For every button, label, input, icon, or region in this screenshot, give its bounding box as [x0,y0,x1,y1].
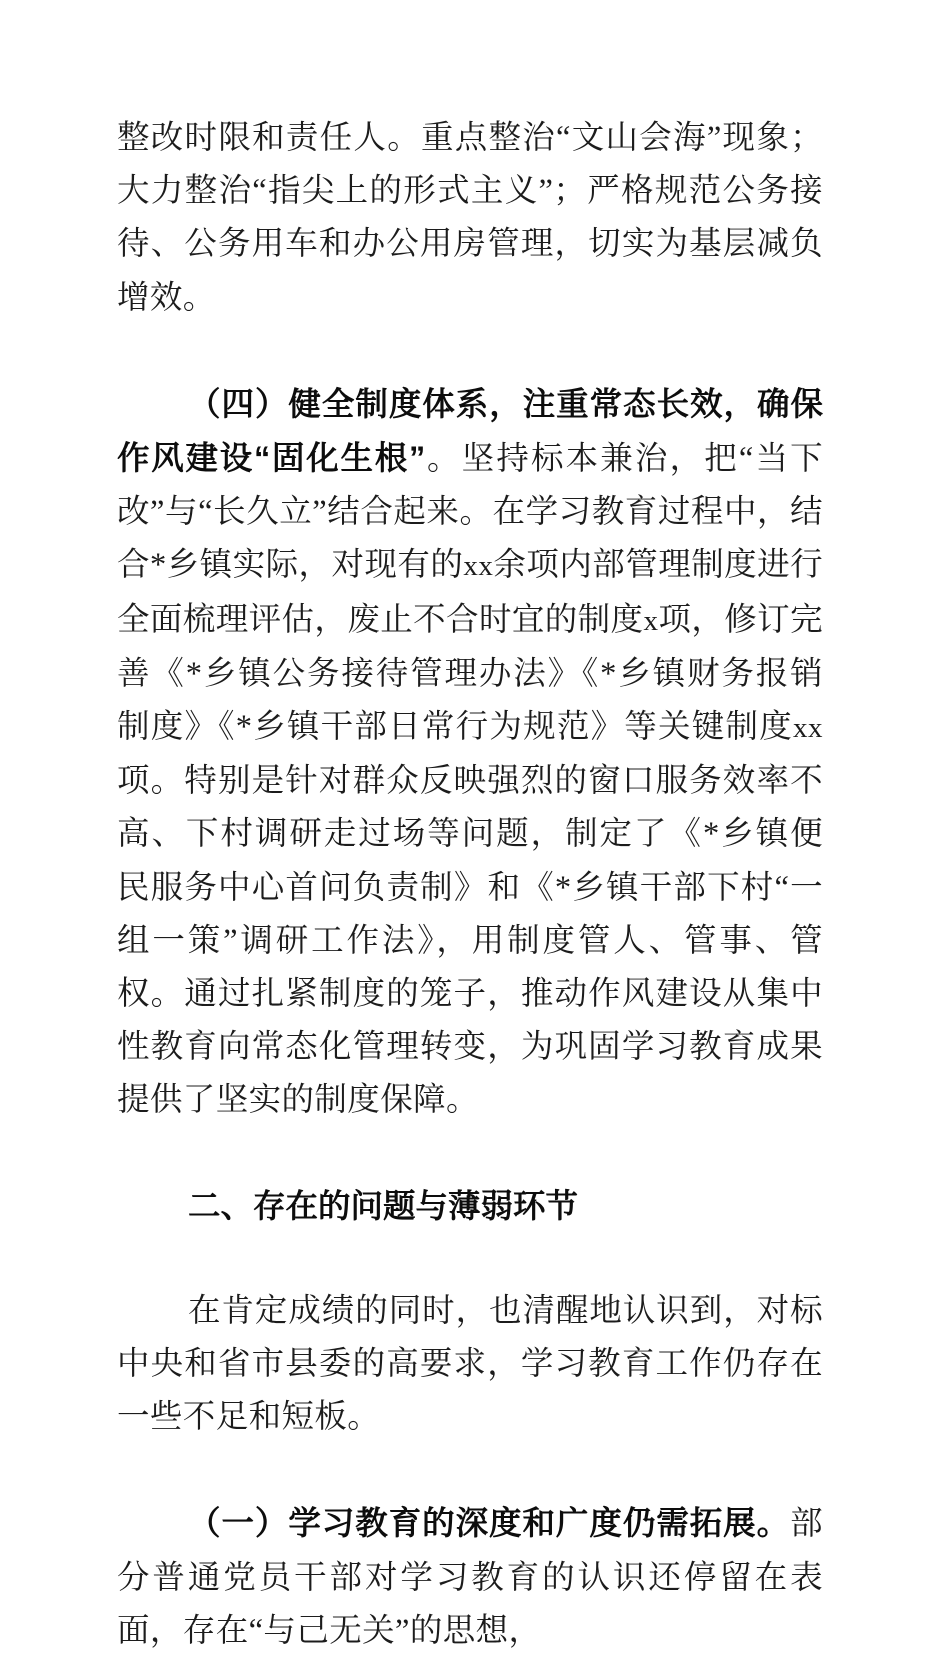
body-paragraph [117,1497,823,1658]
text-run: 项。特别是针对群众反映强烈的窗口服务效率不高、下村调研走过场等问题，制定了《*乡镇便民服务中心首问负责制》和《*乡镇干部下村“一组一策”调研工作法》，用制度管人、管事、管权。通过扎紧制度的笼子，推动作风建设从集中性教育向常态化管理转变，为巩固学习教育成果提供了坚实的制度保障。 [117,763,823,1119]
paragraph-gap [117,1233,823,1285]
bold-lead-in: （一）学习教育的深度和广度仍需拓展。 [188,1505,791,1542]
text-run: 在肯定成绩的同时，也清醒地认识到，对标中央和省市县委的高要求，学习教育工作仍存在一些不足和短板。 [117,1292,823,1436]
text-column [117,112,823,1658]
bold-lead-in: （四）健全制度体系，注重常态长效，确保作风建设“固化生根” [117,385,823,477]
paragraph-gap [117,325,823,378]
text-run: 部分普通党员干部对学习教育的认识还停留在表面，存在“与己无关”的思想， [117,1506,823,1649]
text-run: 。坚持标本兼治，把“当下改”与“长久立”结合起来。在学习教育过程中，结合*乡镇实际，对现有的 [117,441,823,584]
placeholder-token: xx [463,550,494,583]
paragraph-gap [117,1444,823,1497]
placeholder-token: x [643,604,659,637]
text-run: 整改时限和责任人。重点整治“文山会海”现象；大力整治“指尖上的形式主义”；严格规范公务接待、公务用车和办公用房管理，切实为基层减负增效。 [117,120,823,316]
paragraph-gap [117,1128,823,1180]
body-paragraph [117,1285,823,1445]
text-run: 余项内部管理制度进行全面梳理评估，废止不合时宜的制度 [117,547,823,638]
text-run: 项，修订完善《*乡镇公务接待管理办法》《*乡镇财务报销制度》《*乡镇干部日常行为规范》等关键制度 [117,601,823,746]
body-paragraph [117,378,823,1128]
body-paragraph [117,112,823,325]
placeholder-token: xx [793,712,823,745]
section-heading: 二、存在的问题与薄弱环节 [188,1187,579,1224]
